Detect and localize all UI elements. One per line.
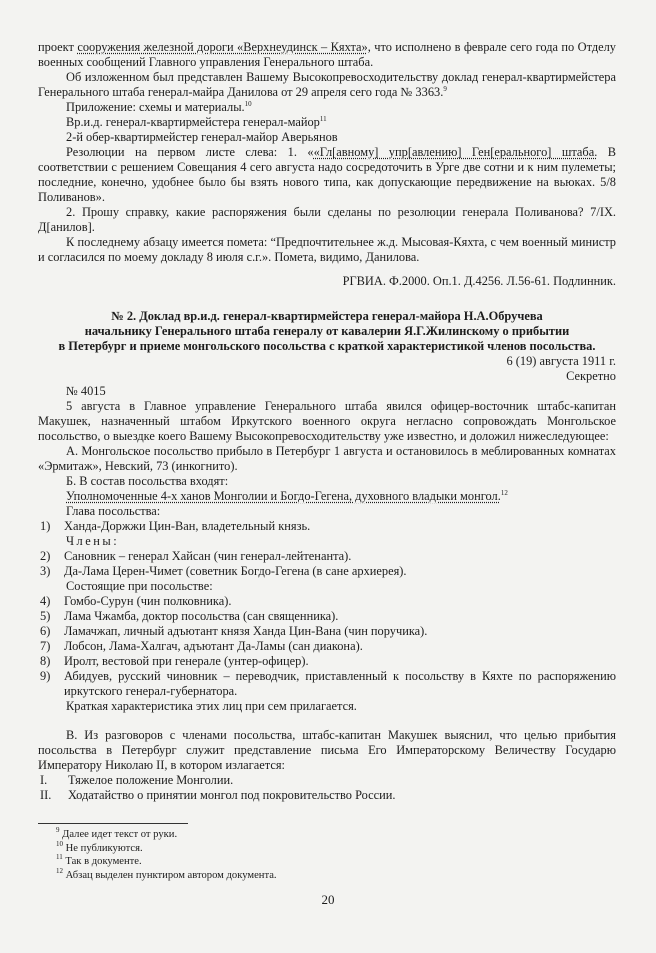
dotted-highlight: сооружения железной дороги «Верхнеудинск – Кяхта» — [77, 40, 368, 54]
paragraph-railway: проект сооружения железной дороги «Верхнеудинск – Кяхта», что исполнено в феврале сего года по Отделу военных сообщений Главного управления Генерального штаба. — [38, 40, 617, 69]
dotted-highlight: «Гл[авному] упр[авлению] Ген[ерального] штаба. — [313, 145, 598, 159]
members-list — [38, 549, 616, 579]
document-number: № 4015 — [66, 384, 106, 398]
list-item: 9) Абидуев, русский чиновник – переводчик, приставленный к посольству в Кяхте по распоряжению иркутского генерал-губернатора. — [40, 669, 616, 698]
document-date: 6 (19) августа 1911 г. — [506, 354, 616, 368]
roman-list — [38, 773, 616, 803]
page-content — [38, 40, 616, 882]
footnote-ref: 9 — [443, 85, 447, 93]
characteristic-note: Краткая характеристика этих лиц при сем прилагается. — [66, 699, 357, 713]
list-item: 7) Лобсон, Лама-Халгач, адъютант Да-Ламы (сан диакона). — [40, 639, 363, 653]
dotted-highlight: Уполномоченные 4-х ханов Монголии и Богдо-Гегена, духовного владыки монгол. — [66, 489, 501, 503]
section-b-dotted — [38, 489, 616, 504]
list-item: 3) Да-Лама Церен-Чимет (советник Богдо-Гегена (в сане архиерея). — [40, 564, 407, 578]
intro-paragraph: 5 августа в Главное управление Генерального штаба явился офицер-восточник штабс-капитан Макушек, назначенный штабом Иркутского военного округа негласно сопровождать Монгольское посольство, о выездке коего Вашему Высокопревосходительству уже известно, и доложил нижеследующее: — [38, 399, 616, 443]
list-item: 6) Ламачжап, личный адъютант князя Ханда Цин-Вана (чин поручика). — [40, 624, 428, 638]
appendix-line: Приложение: схемы и материалы.$^{10}$ — [66, 100, 252, 114]
section-b: Б. В состав посольства входят: — [66, 474, 229, 488]
list-item: 5) Лама Чжамба, доктор посольства (сан священника). — [40, 609, 339, 623]
head-list — [38, 519, 616, 534]
section-v: В. Из разговоров с членами посольства, штабс-капитан Макушек выяснил, что целью прибытия посольства в Петербург служит представление письма Его Императорскому Величеству Государю Императору Николаю II, в котором излагается: — [38, 728, 616, 772]
list-item: I. Тяжелое положение Монголии. — [40, 773, 234, 787]
list-item: 2) Сановник – генерал Хайсан (чин генерал-лейтенанта). — [40, 549, 352, 563]
members-label: Члены: — [66, 534, 120, 548]
section-a: А. Монгольское посольство прибыло в Петербург 1 августа и остановилось в меблированных комнатах «Эрмитаж», Невский, 73 (инкогнито). — [38, 444, 616, 473]
page-number: 20 — [321, 892, 335, 907]
inquiry-paragraph: 2. Прошу справку, какие распоряжения были сделаны по резолюции генерала Поливанова? 7/IX. Д[анилов]. — [38, 205, 616, 234]
document-heading-line-1: № 2. Доклад вр.и.д. генерал-квартирмейстера генерал-майора Н.А.Обручева — [111, 309, 543, 323]
head-label: Глава посольства: — [66, 504, 161, 518]
footnote-ref: 11 — [319, 115, 327, 123]
document-heading-line-3: в Петербург и приеме монгольского посольства с краткой характеристикой членов посольства. — [58, 339, 596, 353]
staff-label: Состоящие при посольстве: — [66, 579, 213, 593]
staff-list — [38, 594, 616, 699]
resolution-paragraph: Резолюции на первом листе слева: 1. ««Гл[авному] упр[авлению] Ген[ерального] штаба. В соответствии с решением Совещания 4 сего августа надо сосредоточить в Урге две сотни и к ним пулеметы; последние, конечно, удобнее было бы взять нового типа, как допускающие передвижение на вьюках. 5/8 Поливанов». — [38, 145, 616, 204]
list-item: 1) Ханда-Доржжи Цин-Ван, владетельный князь. — [40, 519, 311, 533]
paragraph-report: Об изложенном был представлен Вашему Высокопревосходительству доклад генерал-квартирмейстера Генерального штаба генерал-майра Данилова от 29 апреля сего года № 3363.$^9$ — [38, 70, 616, 99]
footnote: $^9$ Далее идет текст от руки. — [56, 826, 178, 840]
list-item: 4) Гомбо-Сурун (чин полковника). — [40, 594, 232, 608]
secrecy-mark: Секретно — [566, 369, 616, 383]
list-item: II. Ходатайство о принятии монгол под покровительство России. — [40, 788, 396, 802]
footnote-ref: 12 — [500, 489, 508, 497]
signature-line-2: 2-й обер-квартирмейстер генерал-майор Аверьянов — [66, 130, 338, 144]
mark-paragraph: К последнему абзацу имеется помета: “Предпочтительнее ж.д. Мысовая-Кяхта, с чем военный министр и согласился по моему докладу 8 июля с.г.». Помета, видимо, Данилова. — [38, 235, 616, 264]
footnote: $^{12}$ Абзац выделен пунктиром автором документа. — [56, 866, 277, 881]
footnotes — [38, 828, 616, 882]
document-heading-line-2: начальнику Генерального штаба генералу от кавалерии Я.Г.Жилинскому о прибытии — [84, 324, 570, 338]
footnote: $^{11}$ Так в документе. — [56, 853, 142, 867]
footnote: $^{10}$ Не публикуются. — [56, 839, 143, 854]
signature-line-1: Вр.и.д. генерал-квартирмейстера генерал-майор$^{11}$ — [66, 115, 327, 129]
footnote-ref: 10 — [244, 100, 252, 108]
list-item: 8) Иролт, вестовой при генерале (унтер-офицер). — [40, 654, 309, 668]
archive-source: РГВИА. Ф.2000. Оп.1. Д.4256. Л.56-61. Подлинник. — [342, 274, 616, 288]
